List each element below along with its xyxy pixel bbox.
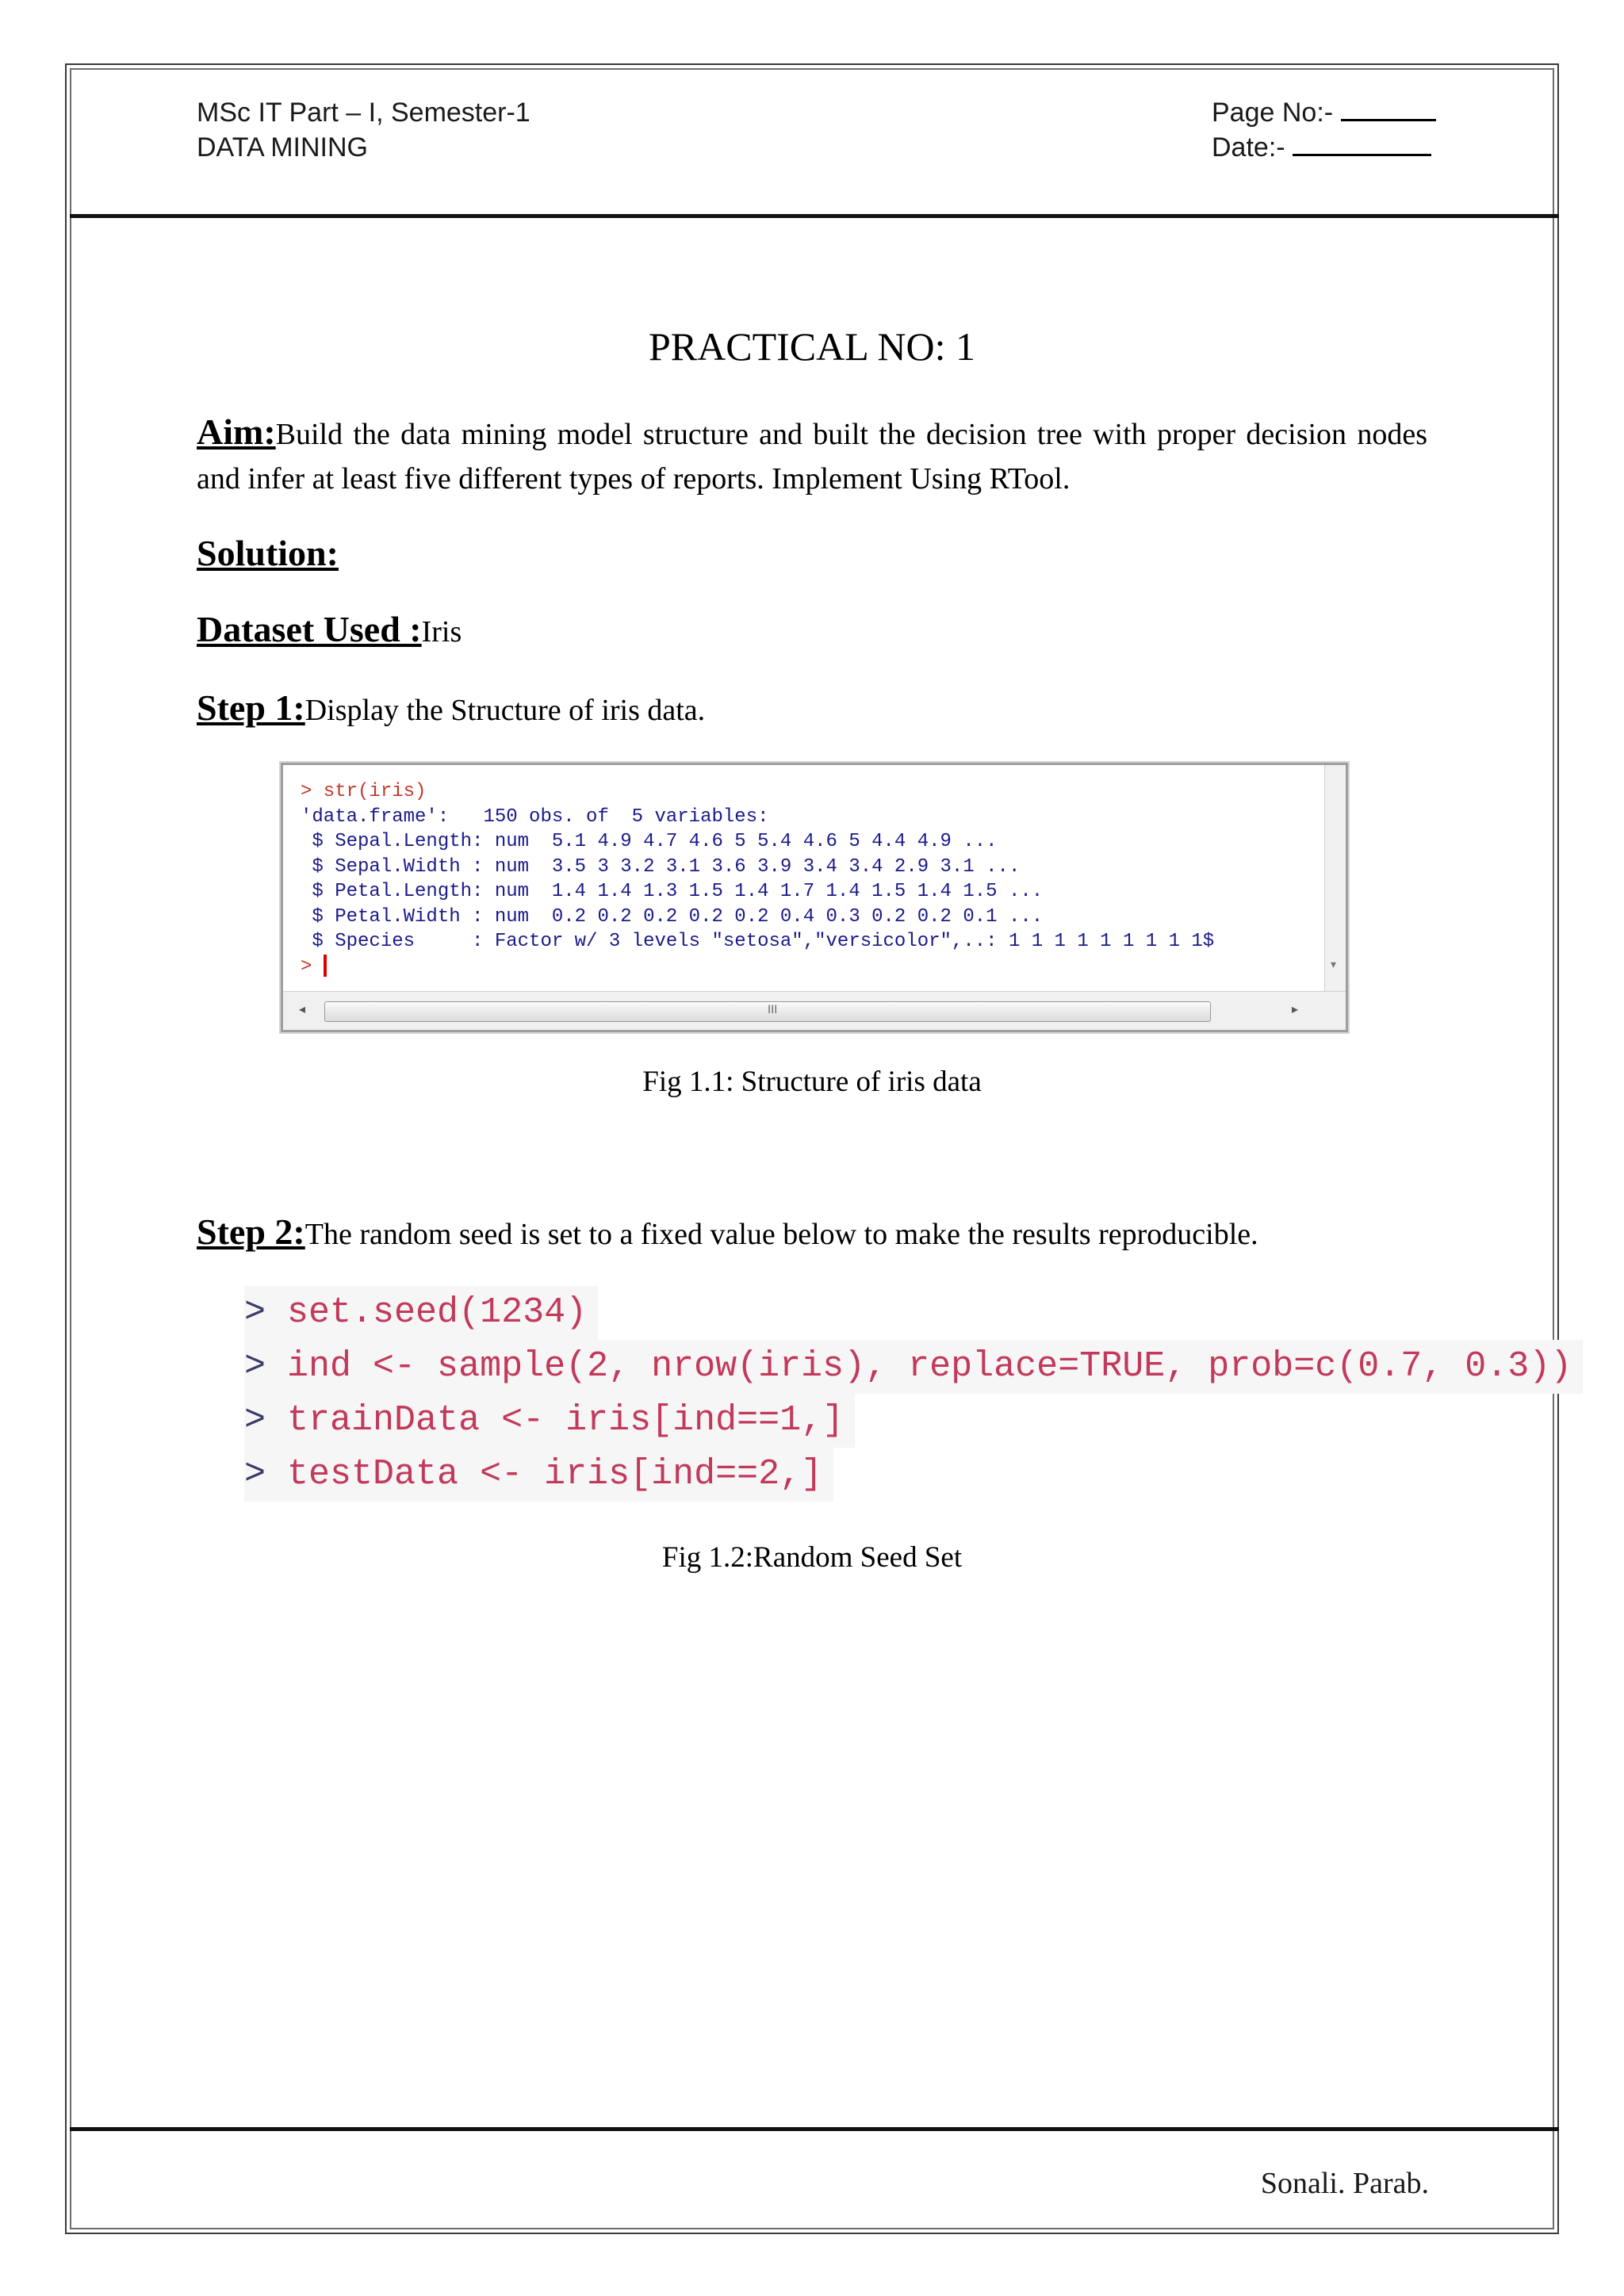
solution-heading bbox=[197, 531, 1427, 578]
page-border bbox=[65, 63, 1559, 2234]
console-output bbox=[301, 779, 1214, 979]
scrollbar-thumb[interactable] bbox=[324, 1001, 1211, 1022]
code-line: > trainData <- iris[ind==1,] bbox=[244, 1394, 855, 1448]
date-label: Date:- bbox=[1212, 132, 1285, 163]
r-console-screenshot bbox=[281, 763, 1348, 1032]
date-field bbox=[1212, 130, 1436, 165]
header-divider bbox=[70, 214, 1559, 218]
console-line: $ Species : Factor w/ 3 levels "setosa","versicolor",..: 1 1 1 1 1 1 1 1 1$ bbox=[301, 931, 1215, 952]
console-line: $ Petal.Length: num 1.4 1.4 1.3 1.5 1.4 1.7 1.4 1.5 1.4 1.5 ... bbox=[301, 881, 1044, 902]
step1-text: Display the Structure of iris data. bbox=[304, 694, 706, 727]
solution-label: Solution: bbox=[197, 533, 339, 573]
figure-caption-1: Fig 1.1: Structure of iris data bbox=[642, 1066, 982, 1098]
console-line: $ Sepal.Width : num 3.5 3 3.2 3.1 3.6 3.9 3.4 3.4 2.9 3.1 ... bbox=[301, 855, 1021, 878]
scroll-down-icon[interactable]: ▾ bbox=[1331, 959, 1337, 971]
author-name: Sonali. Parab. bbox=[1260, 2167, 1429, 2200]
step2-label: Step 2: bbox=[197, 1211, 305, 1252]
page-no-blank bbox=[1341, 119, 1436, 121]
aim-text: Build the data mining model structure and built the decision tree with proper decision nodes and infer at least five different types of reports. Implement Using RTool. bbox=[197, 418, 1427, 496]
subject-label: DATA MINING bbox=[197, 132, 368, 163]
console-line: 'data.frame': 150 obs. of 5 variables: bbox=[301, 806, 769, 828]
dataset-label: Dataset Used : bbox=[197, 609, 422, 649]
aim-label: Aim: bbox=[197, 411, 276, 452]
code-line: > testData <- iris[ind==2,] bbox=[244, 1448, 833, 1502]
text-cursor bbox=[324, 955, 327, 977]
code-line: > ind <- sample(2, nrow(iris), replace=TRUE, prob=c(0.7, 0.3)) bbox=[244, 1340, 1583, 1394]
page-header-left bbox=[197, 95, 530, 165]
horizontal-scrollbar[interactable] bbox=[283, 991, 1346, 1030]
step1-line bbox=[197, 686, 1427, 733]
step2-text: The random seed is set to a fixed value below to make the results reproducible. bbox=[304, 1218, 1258, 1251]
console-prompt: > bbox=[301, 955, 312, 978]
dataset-value: Iris bbox=[421, 615, 462, 649]
page-header-right bbox=[1212, 95, 1436, 165]
scroll-left-icon[interactable]: ◂ bbox=[299, 1001, 306, 1016]
aim-paragraph bbox=[197, 410, 1427, 501]
figure-caption-2: Fig 1.2:Random Seed Set bbox=[661, 1541, 963, 1574]
vertical-scrollbar[interactable] bbox=[1324, 765, 1346, 995]
scroll-right-icon[interactable]: ▸ bbox=[1291, 1001, 1298, 1016]
seed-code-screenshot bbox=[244, 1286, 1572, 1508]
page-no-field bbox=[1212, 95, 1436, 130]
console-line: $ Sepal.Length: num 5.1 4.9 4.7 4.6 5 5.4 4.6 5 4.4 4.9 ... bbox=[301, 831, 998, 852]
scroll-grip-icon: III bbox=[768, 1004, 778, 1016]
course-label: MSc IT Part – I, Semester-1 bbox=[197, 98, 530, 128]
practical-title: PRACTICAL NO: 1 bbox=[648, 324, 976, 369]
code-line: > set.seed(1234) bbox=[244, 1286, 598, 1340]
page-no-label: Page No:- bbox=[1212, 98, 1334, 128]
console-line: $ Petal.Width : num 0.2 0.2 0.2 0.2 0.2 0.4 0.3 0.2 0.2 0.1 ... bbox=[301, 905, 1044, 928]
console-prompt-line bbox=[301, 955, 1214, 980]
footer-divider bbox=[70, 2127, 1559, 2131]
step2-line bbox=[197, 1210, 1427, 1257]
date-blank bbox=[1293, 154, 1431, 156]
dataset-line bbox=[197, 607, 1427, 654]
step1-label: Step 1: bbox=[197, 687, 305, 728]
console-line: > str(iris) bbox=[301, 781, 427, 802]
